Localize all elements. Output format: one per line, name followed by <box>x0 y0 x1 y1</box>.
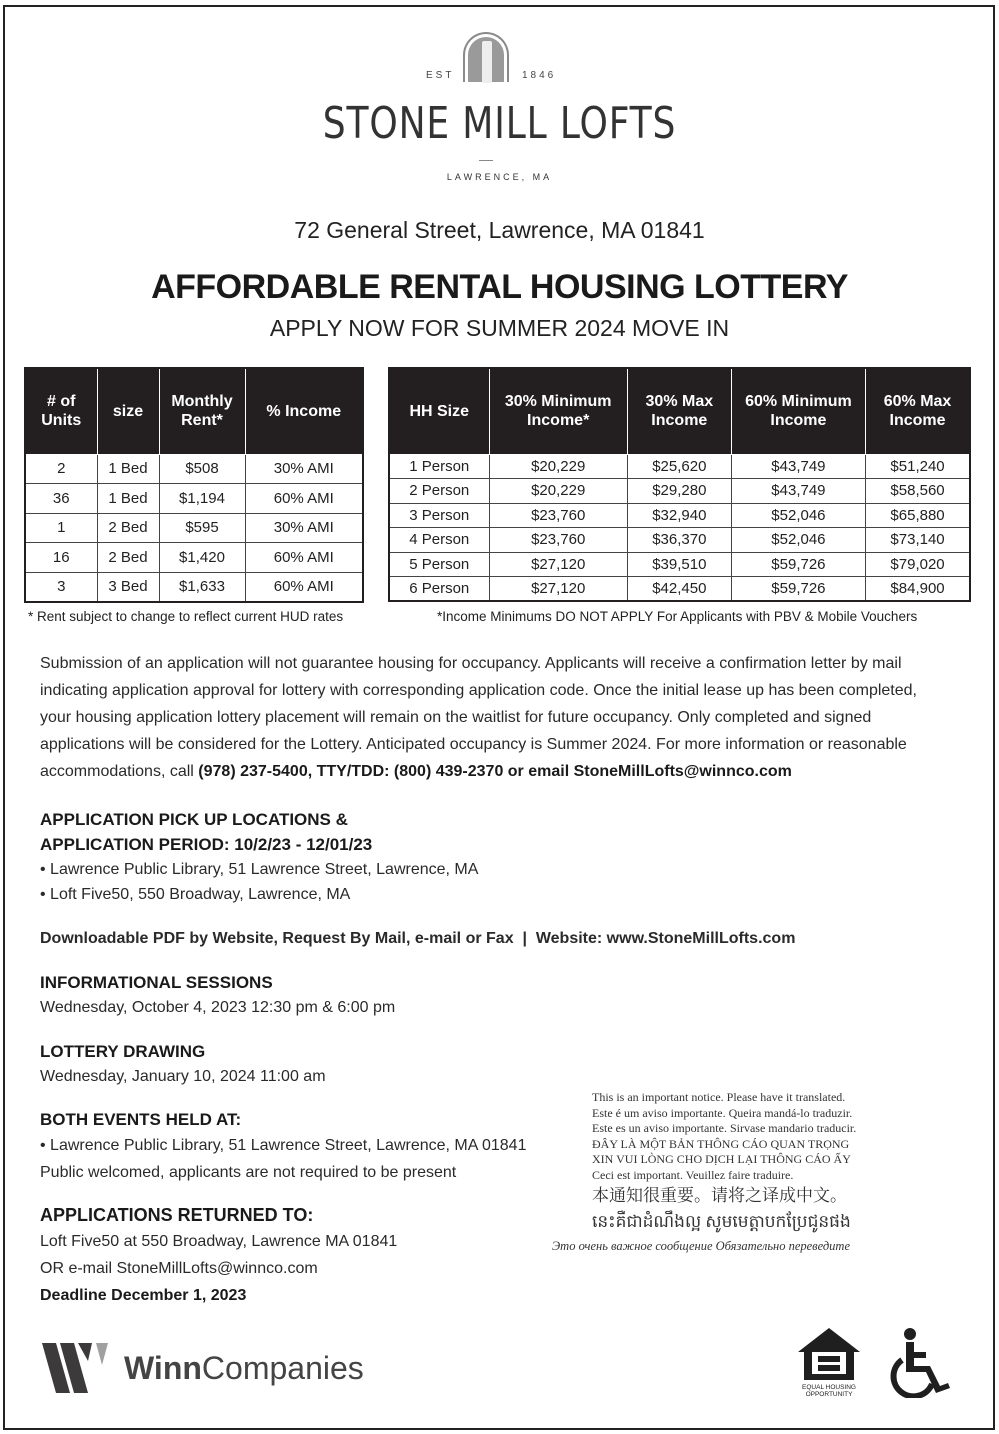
eho-line1: EQUAL HOUSING <box>802 1384 856 1391</box>
cell: 60% AMI <box>245 572 363 602</box>
notice-line: នេះគឺជាដំណឹងល្អ សូមមេត្តាបកប្រែជូនផង <box>592 1212 851 1231</box>
cell: $27,120 <box>489 577 627 602</box>
intro-paragraph <box>40 650 950 785</box>
table-row <box>25 543 363 573</box>
cell: $36,370 <box>627 528 731 553</box>
cell: $42,450 <box>627 577 731 602</box>
table-row <box>25 513 363 543</box>
cell: $58,560 <box>866 479 970 504</box>
winn-companies-logo <box>42 1340 382 1400</box>
table-row <box>25 572 363 602</box>
cell: $508 <box>159 454 245 484</box>
cell: 3 Person <box>389 503 489 528</box>
cell: $73,140 <box>866 528 970 553</box>
cell: 2 <box>25 454 97 484</box>
winn-w-icon <box>42 1343 112 1395</box>
rent-footnote: * Rent subject to change to reflect current HUD rates <box>28 609 344 624</box>
cell: $79,020 <box>866 552 970 577</box>
cell: $1,194 <box>159 484 245 514</box>
cell: $59,726 <box>731 552 865 577</box>
cell: 3 <box>25 572 97 602</box>
cell: 2 Bed <box>97 543 159 573</box>
table-row <box>389 528 970 553</box>
application-period: APPLICATION PERIOD: 10/2/23 - 12/01/23 <box>40 835 373 854</box>
est-label: EST <box>426 70 455 81</box>
intro-text: Submission of an application will not guarantee housing for occupancy. Applicants will receive a confirmation letter by mail indicating application approval for lottery with corresponding application code. Once the initial lease up has been completed, your housing application lottery placement will remain on the waitlist for future occupancy. Only completed and signed applications will be considered for the Lottery. Anticipated occupancy is Summer 2024. For more information or reasonable accommodations, call <box>40 655 917 780</box>
property-address: 72 General Street, Lawrence, MA 01841 <box>294 217 705 243</box>
mill-arch-icon <box>463 32 509 82</box>
table-row <box>389 479 970 504</box>
cell: $52,046 <box>731 503 865 528</box>
returns-email: OR e-mail StoneMillLofts@winnco.com <box>40 1260 318 1277</box>
brand-city: LAWRENCE, MA <box>446 172 553 182</box>
cell: 16 <box>25 543 97 573</box>
info-sessions-section <box>40 970 395 1020</box>
pickup-section <box>40 807 478 907</box>
download-info: Downloadable PDF by Website, Request By Mail, e-mail or Fax | Website: www.StoneMillLofts.com <box>40 930 796 947</box>
est-year: 1846 <box>522 70 557 81</box>
lottery-drawing-section <box>40 1039 326 1089</box>
cell: $65,880 <box>866 503 970 528</box>
page-subtitle: APPLY NOW FOR SUMMER 2024 MOVE IN <box>269 315 730 341</box>
events-location-title: BOTH EVENTS HELD AT: <box>40 1110 242 1129</box>
income-footnote: *Income Minimums DO NOT APPLY For Applicants with PBV & Mobile Vouchers <box>437 609 918 624</box>
cell: 2 Bed <box>97 513 159 543</box>
cell: 36 <box>25 484 97 514</box>
returns-title: APPLICATIONS RETURNED TO: <box>40 1205 314 1225</box>
cell: $84,900 <box>866 577 970 602</box>
pickup-location: • Lawrence Public Library, 51 Lawrence Street, Lawrence, MA <box>40 861 479 878</box>
table-row <box>25 484 363 514</box>
page-title: AFFORDABLE RENTAL HOUSING LOTTERY <box>151 268 848 306</box>
wheelchair-accessible-icon <box>890 1326 954 1398</box>
lottery-drawing-title: LOTTERY DRAWING <box>40 1042 206 1061</box>
equal-housing-icon <box>796 1326 862 1384</box>
cell: $43,749 <box>731 454 865 479</box>
cell: 60% AMI <box>245 484 363 514</box>
winn-light: Companies <box>201 1350 364 1386</box>
events-note: Public welcomed, applicants are not required to be present <box>40 1164 457 1181</box>
cell: 1 <box>25 513 97 543</box>
returns-address: Loft Five50 at 550 Broadway, Lawrence MA 01841 <box>40 1233 398 1250</box>
table-row <box>389 552 970 577</box>
cell: $43,749 <box>731 479 865 504</box>
col-header: 30% Max Income <box>627 368 731 454</box>
cell: 4 Person <box>389 528 489 553</box>
cell: $23,760 <box>489 528 627 553</box>
returns-section <box>40 1203 397 1309</box>
cell: 1 Bed <box>97 484 159 514</box>
info-sessions-title: INFORMATIONAL SESSIONS <box>40 973 273 992</box>
pickup-title: APPLICATION PICK UP LOCATIONS & <box>40 810 348 829</box>
cell: $27,120 <box>489 552 627 577</box>
table-row <box>389 454 970 479</box>
cell: 3 Bed <box>97 572 159 602</box>
deadline: Deadline December 1, 2023 <box>40 1287 247 1304</box>
cell: 1 Bed <box>97 454 159 484</box>
col-header: size <box>97 368 159 454</box>
notice-line: Ceci est important. Veuillez faire traduire. <box>592 1167 794 1182</box>
col-header: 60% Minimum Income <box>731 368 865 454</box>
cell: $1,633 <box>159 572 245 602</box>
col-header: Monthly Rent* <box>159 368 245 454</box>
notice-line: This is an important notice. Please have it translated. <box>592 1090 846 1104</box>
cell: 2 Person <box>389 479 489 504</box>
divider <box>479 160 493 161</box>
table-row <box>389 577 970 602</box>
cell: 30% AMI <box>245 454 363 484</box>
notice-line: Это очень важное сообщение Обязательно переведите <box>552 1239 850 1253</box>
cell: $1,420 <box>159 543 245 573</box>
cell: $595 <box>159 513 245 543</box>
events-location-place: • Lawrence Public Library, 51 Lawrence Street, Lawrence, MA 01841 <box>40 1137 527 1154</box>
col-header: 30% Minimum Income* <box>489 368 627 454</box>
translation-notice <box>552 1090 972 1257</box>
income-limits-table <box>388 367 971 602</box>
events-location-section <box>40 1107 526 1186</box>
cell: $39,510 <box>627 552 731 577</box>
notice-line: Este es un aviso importante. Sirvase mandario traducir. <box>592 1121 857 1135</box>
info-sessions-date: Wednesday, October 4, 2023 12:30 pm & 6:00 pm <box>40 999 396 1016</box>
col-header: % Income <box>245 368 363 454</box>
cell: $23,760 <box>489 503 627 528</box>
col-header: HH Size <box>389 368 489 454</box>
col-header: # of Units <box>25 368 97 454</box>
notice-line: XIN VUI LÒNG CHO DỊCH LẠI THÔNG CÁO ẤY <box>592 1152 851 1166</box>
brand-name: STONE MILL LOFTS <box>322 98 677 149</box>
cell: $20,229 <box>489 479 627 504</box>
cell: $20,229 <box>489 454 627 479</box>
cell: 1 Person <box>389 454 489 479</box>
cell: $59,726 <box>731 577 865 602</box>
notice-line: Este é um aviso importante. Queira mandá-lo traduzir. <box>592 1105 853 1120</box>
cell: 30% AMI <box>245 513 363 543</box>
table-row <box>25 454 363 484</box>
notice-line: ĐÂY LÀ MỘT BẢN THÔNG CÁO QUAN TRỌNG <box>592 1136 850 1151</box>
cell: $29,280 <box>627 479 731 504</box>
cell: 60% AMI <box>245 543 363 573</box>
cell: 5 Person <box>389 552 489 577</box>
pickup-location: • Loft Five50, 550 Broadway, Lawrence, MA <box>40 886 351 903</box>
cell: $25,620 <box>627 454 731 479</box>
cell: $51,240 <box>866 454 970 479</box>
contact-info: (978) 237-5400, TTY/TDD: (800) 439-2370 or email StoneMillLofts@winnco.com <box>198 763 792 780</box>
units-table <box>24 367 364 603</box>
cell: 6 Person <box>389 577 489 602</box>
eho-line2: OPPORTUNITY <box>805 1391 853 1398</box>
table-row <box>389 503 970 528</box>
winn-bold: Winn <box>124 1350 202 1386</box>
equal-housing-logo <box>796 1326 862 1398</box>
notice-line: 本通知很重要。请将之译成中文。 <box>592 1186 847 1205</box>
cell: $52,046 <box>731 528 865 553</box>
col-header: 60% Max Income <box>866 368 970 454</box>
lottery-drawing-date: Wednesday, January 10, 2024 11:00 am <box>40 1068 326 1085</box>
cell: $32,940 <box>627 503 731 528</box>
